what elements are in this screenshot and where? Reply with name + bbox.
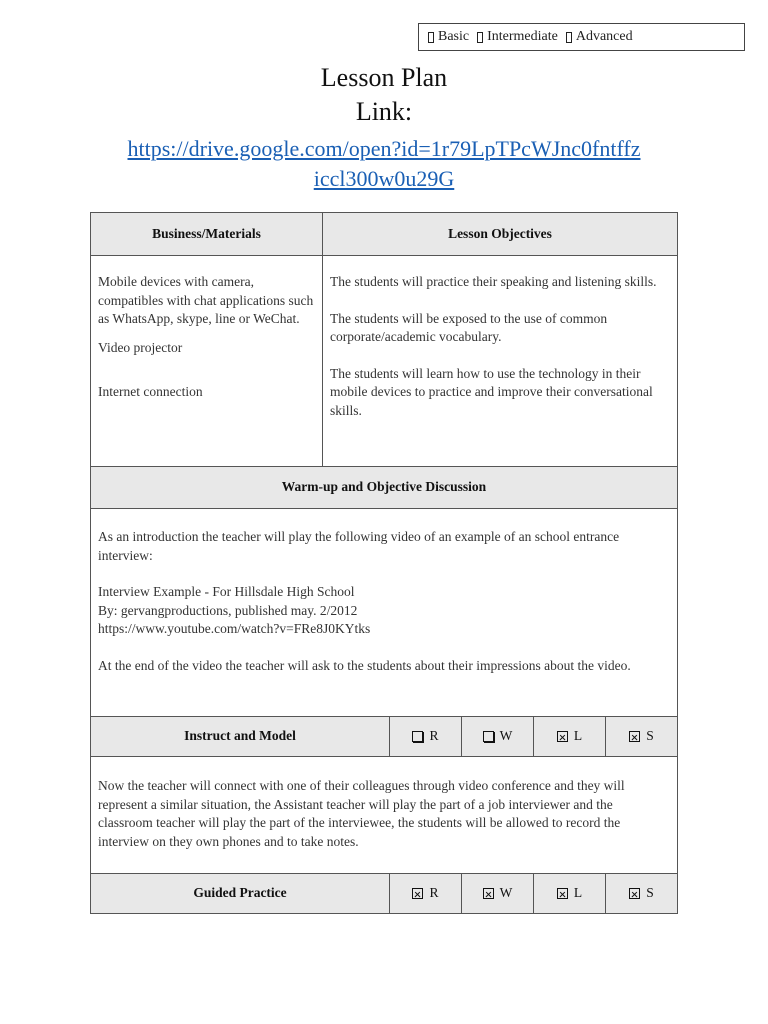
guided-skill-r[interactable]: [390, 874, 462, 913]
objective-item: The students will learn how to use the technology in their mobile devices to practice and improve their conversational skills.: [330, 365, 653, 418]
instruct-skill-s[interactable]: [606, 717, 677, 757]
drive-link-line2[interactable]: iccl300w0u29G: [313, 166, 455, 191]
instruct-body: Now the teacher will connect with one of their colleagues through video conference and they will represent a similar situation, the Assistant teacher will play the part of a job interviewer and the classroom teacher will play the part of the interviewee, the students will be allowed to record the interview on they own phones and to take notes.: [98, 778, 625, 849]
warmup-closing: At the end of the video the teacher will ask to the students about their impressions about the video.: [98, 657, 631, 673]
instruct-skill-r[interactable]: [390, 717, 462, 757]
instruct-skill-w[interactable]: [462, 717, 534, 757]
level-label-basic: Basic: [438, 29, 470, 44]
drive-link-line1[interactable]: https://drive.google.com/open?id=1r79LpTPcWJnc0fntffz: [127, 136, 641, 161]
warmup-cell: [91, 509, 677, 717]
guided-skill-w[interactable]: [462, 874, 534, 913]
instruct-body-cell: [91, 757, 677, 874]
checked-box-icon[interactable]: [629, 888, 640, 899]
checked-box-icon[interactable]: [557, 731, 568, 742]
skill-label: R: [429, 885, 439, 901]
checkbox-icon[interactable]: [412, 731, 423, 742]
materials-heading: Business/Materials: [91, 213, 323, 256]
skill-label: S: [646, 885, 654, 901]
checkbox-icon[interactable]: [483, 731, 494, 742]
video-url[interactable]: https://www.youtube.com/watch?v=FRe8J0KYtks: [98, 621, 371, 636]
checkbox-icon[interactable]: [477, 32, 483, 43]
level-option-basic[interactable]: [428, 29, 469, 45]
skill-label: W: [499, 885, 513, 901]
checked-box-icon[interactable]: [557, 888, 568, 899]
video-title: Interview Example - For Hillsdale High School: [98, 584, 355, 599]
instruct-skill-l[interactable]: [534, 717, 606, 757]
warmup-heading: Warm-up and Objective Discussion: [91, 467, 677, 509]
lesson-table: [90, 212, 678, 914]
materials-cell: [91, 256, 323, 467]
objective-item: The students will practice their speaking and listening skills.: [330, 274, 657, 289]
objectives-heading: Lesson Objectives: [323, 213, 677, 256]
guided-skill-l[interactable]: [534, 874, 606, 913]
level-label-advanced: Advanced: [575, 29, 633, 44]
level-option-intermediate[interactable]: [477, 29, 558, 45]
checked-box-icon[interactable]: [629, 731, 640, 742]
skill-label: S: [646, 728, 654, 744]
skill-label: R: [429, 728, 439, 744]
objective-item: The students will be exposed to the use of common corporate/academic vocabulary.: [330, 310, 608, 344]
guided-heading: Guided Practice: [91, 874, 390, 913]
level-label-intermediate: Intermediate: [487, 29, 558, 44]
level-option-advanced[interactable]: [566, 29, 633, 45]
link-label: Link:: [355, 97, 413, 126]
checkbox-icon[interactable]: [428, 32, 434, 43]
guided-skill-s[interactable]: [606, 874, 677, 913]
skill-label: W: [499, 728, 513, 744]
checked-box-icon[interactable]: [483, 888, 494, 899]
level-selector: [418, 23, 745, 51]
skill-label: L: [573, 885, 583, 901]
page-title: Lesson Plan: [320, 63, 448, 92]
checkbox-icon[interactable]: [566, 32, 572, 43]
materials-item: Mobile devices with camera, compatibles with chat applications such as WhatsApp, skype, line or WeChat.: [98, 274, 314, 326]
skill-label: L: [573, 728, 583, 744]
materials-item: Video projector: [98, 339, 183, 355]
materials-item: Internet connection: [98, 384, 203, 399]
warmup-intro: As an introduction the teacher will play the following video of an example of an school entrance interview:: [98, 529, 620, 563]
instruct-heading: Instruct and Model: [91, 717, 390, 757]
video-byline: By: gervangproductions, published may. 2/2012: [98, 602, 358, 618]
objectives-cell: [323, 256, 677, 467]
checked-box-icon[interactable]: [412, 888, 423, 899]
